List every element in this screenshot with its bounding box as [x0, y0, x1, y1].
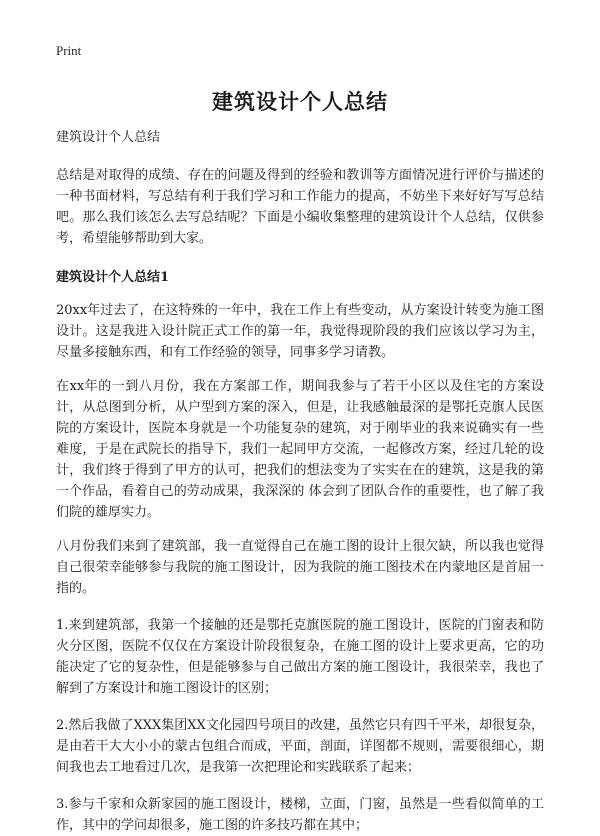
document-subtitle: 建筑设计个人总结 [56, 130, 161, 145]
section-heading: 建筑设计个人总结1 [56, 270, 170, 285]
list-item-3: 3.参与千家和众新家园的施工图设计，楼梯，立面，门窗，虽然是一些看似简单的工作，其中的学问却很多，施工图的许多技巧都在其中； [56, 797, 544, 833]
body-paragraph-1: 20xx年过去了，在这特殊的一年中，我在工作上有些变动，从方案设计转变为施工图设计。这是我进入设计院正式工作的第一年，我觉得现阶段的我们应该以学习为主，尽量多接触东西，和有工作经验的领导，同事多学习请教。 [56, 303, 544, 360]
list-item-1: 1.来到建筑部，我第一个接触的还是鄂托克旗医院的施工图设计，医院的门窗表和防火分区图，医院不仅仅在方案设计阶段很复杂，在施工图的设计上要求更高，它的功能决定了它的复杂性，但是能够参与自己做出方案的施工图设计，我很荣幸，我也了解到了方案设计和施工图设计的区别； [56, 618, 544, 696]
document-title: 建筑设计个人总结 [212, 89, 388, 114]
intro-paragraph: 总结是对取得的成绩、存在的问题及得到的经验和教训等方面情况进行评价与描述的一种书面材料，写总结有利于我们学习和工作能力的提高，不妨坐下来好好写写总结吧。那么我们该怎么去写总结呢？下面是小编收集整理的建筑设计个人总结，仅供参考，希望能够帮助到大家。 [56, 168, 544, 246]
body-paragraph-2: 在xx年的一到八月份，我在方案部工作，期间我参与了若干小区以及住宅的方案设计，从总图到分析，从户型到方案的深入，但是，让我感触最深的是鄂托克旗人民医院的方案设计，医院本身就是一个功能复杂的建筑，对于刚毕业的我来说确实有一些难度，于是在武院长的指导下，我们一起同甲方交流，一起修改方案，经过几轮的设计，我们终于得到了甲方的认可，把我们的想法变为了实实在在的建筑，这是我的第一个作品，看着自己的劳动成果，我深深的 体会到了团队合作的重要性，也了解了我们院的雄厚实力。 [56, 379, 544, 520]
list-item-2: 2.然后我做了XXX集团XX文化园四号项目的改建，虽然它只有四千平米，却很复杂，是由若干大大小小的蒙古包组合而成，平面，剖面，详图都不规则，需要很细心，期间我也去工地看过几次，是我第一次把理论和实践联系了起来； [56, 718, 544, 775]
print-link[interactable]: Print [56, 43, 82, 58]
body-paragraph-3: 八月份我们来到了建筑部，我一直觉得自己在施工图的设计上很欠缺，所以我也觉得自己很荣幸能够参与我院的施工图设计，因为我院的施工图技术在内蒙地区是首屈一指的。 [56, 539, 544, 596]
